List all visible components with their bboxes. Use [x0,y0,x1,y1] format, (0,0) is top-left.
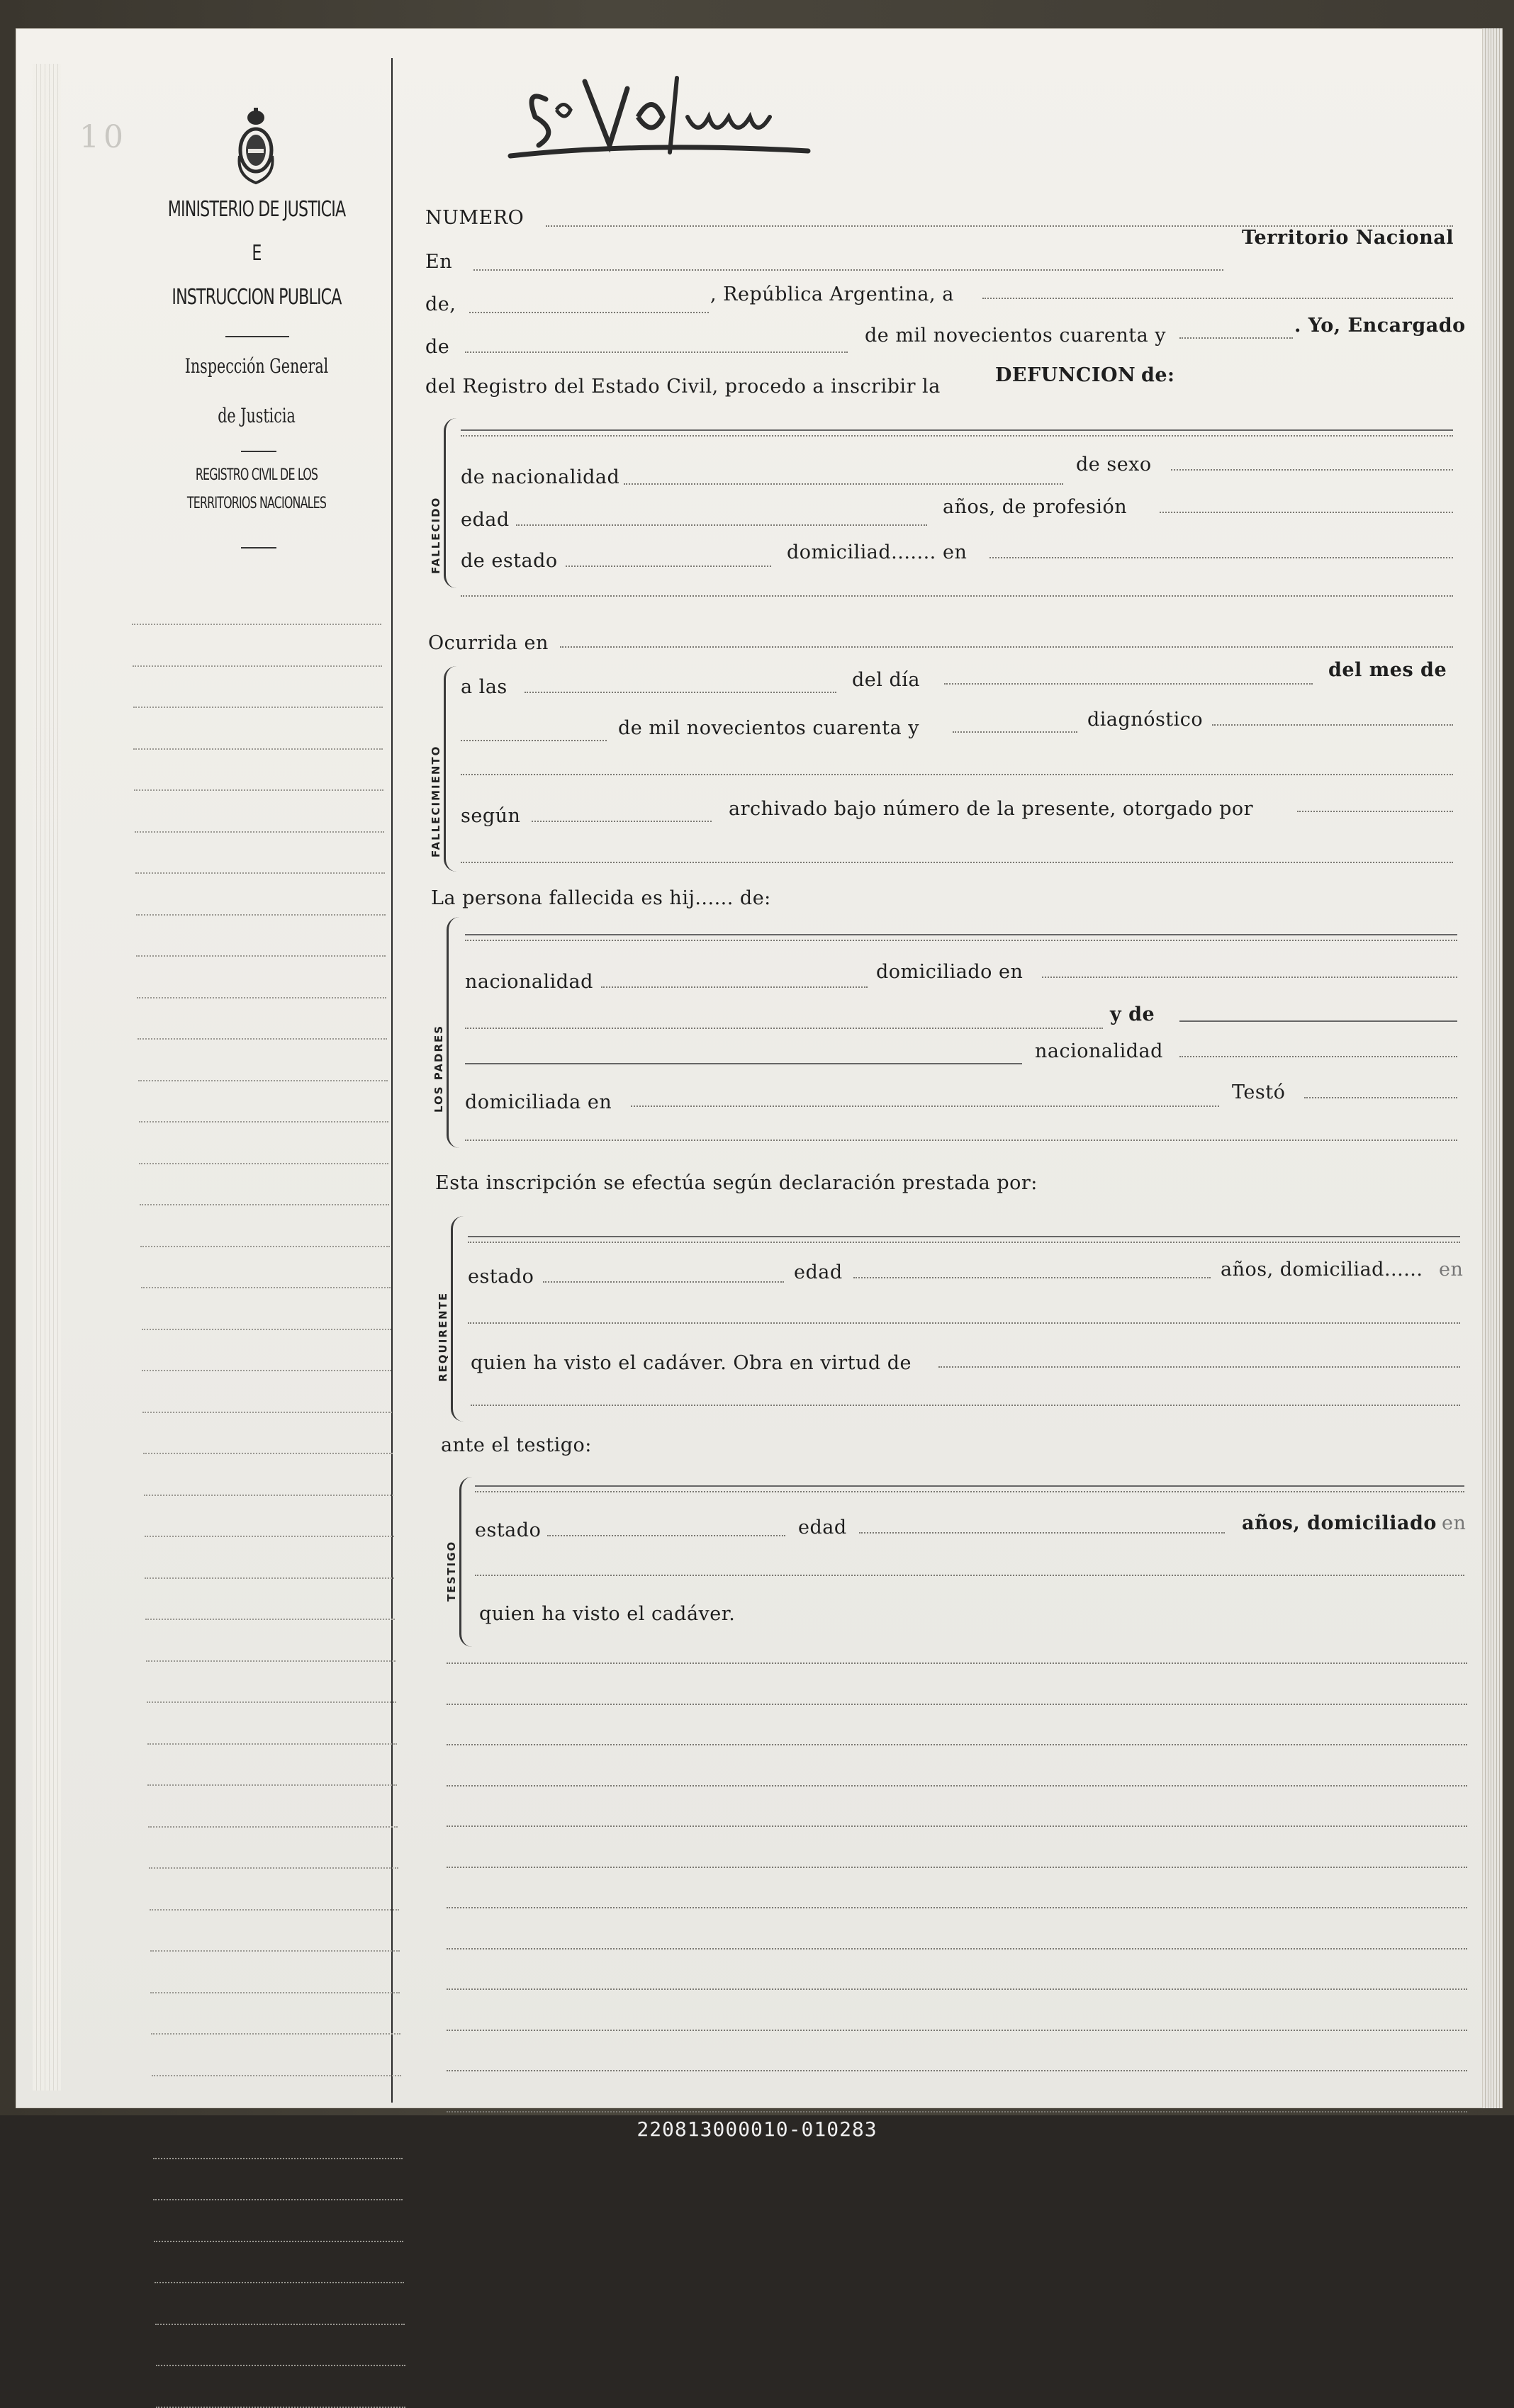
label-fallecimiento: FALLECIMIENTO [430,745,442,857]
notes-line[interactable] [447,1988,1467,1990]
stub-line[interactable] [148,1826,398,1828]
stub-line[interactable] [133,665,382,667]
stub-line[interactable] [151,2033,400,2035]
header-rule [241,451,276,452]
field-diagnostico[interactable] [1212,724,1453,726]
stub-line[interactable] [145,1577,394,1579]
field-domicilio-padre-cont[interactable] [465,1028,1103,1029]
ministry-subtitle: INSTRUCCION PUBLICA [172,285,342,310]
inspection-title: Inspección General [184,354,329,378]
stub-line[interactable] [132,624,381,625]
label-diagnostico: diagnóstico [1087,709,1204,731]
label-anos-profesion: años, de profesión [943,496,1128,518]
label-testigo: TESTIGO [445,1540,458,1602]
stub-line[interactable] [145,1536,394,1537]
inspection-subtitle: de Justicia [218,404,296,427]
stub-line[interactable] [136,955,386,957]
label-del-dia: del día [852,669,920,691]
stub-line[interactable] [134,789,383,791]
header-rule [241,547,276,548]
stub-line[interactable] [153,2199,403,2200]
field-otorgado-cont[interactable] [461,862,1453,863]
field-mes[interactable] [465,351,848,353]
field-testo-cont[interactable] [465,1140,1457,1141]
stub-divider-line [391,58,393,2103]
field-nombre-padre[interactable] [465,934,1457,935]
field-nacionalidad[interactable] [624,483,1063,485]
stub-line[interactable] [133,707,383,708]
label-fallecido: FALLECIDO [430,496,442,574]
label-de-1: de, [425,293,456,315]
stub-line[interactable] [153,2158,403,2159]
label-de-colon: de: [1141,364,1175,386]
label-yo-encargado: . Yo, Encargado [1294,315,1466,337]
label-de-mil-fallec: de mil novecientos cuarenta y [618,717,920,739]
field-otorgado-por[interactable] [1297,811,1453,812]
field-nombre-fallecido[interactable] [461,429,1453,431]
label-ante-testigo: ante el testigo: [441,1434,592,1456]
field-nombre-padre-dots [465,940,1457,941]
brace-requirente [451,1216,464,1422]
field-de-1[interactable] [469,312,709,313]
label-de-sexo: de sexo [1076,454,1152,476]
stub-line[interactable] [144,1495,393,1496]
field-nombre-madre[interactable] [1179,1020,1457,1022]
label-territorio-nacional: Territorio Nacional [1242,227,1454,249]
field-nombre-madre-cont[interactable] [465,1063,1022,1064]
label-archivado: archivado bajo número de la presente, otorgado por [729,798,1254,820]
field-obra-cont[interactable] [471,1405,1460,1406]
stub-line[interactable] [149,1867,398,1869]
stub-line[interactable] [145,1619,395,1620]
stub-line[interactable] [142,1329,391,1330]
brace-fallecimiento [444,666,457,872]
stub-line[interactable] [147,1701,396,1703]
notes-line[interactable] [447,2111,1467,2112]
label-domiciliada-en: domiciliada en [465,1091,612,1113]
notes-line[interactable] [447,2030,1467,2031]
stub-line[interactable] [156,2365,405,2366]
stub-line[interactable] [147,1743,397,1745]
handwritten-annotation [496,67,836,174]
stub-line[interactable] [140,1204,389,1205]
stub-line[interactable] [156,2407,405,2408]
stub-line[interactable] [140,1246,390,1247]
label-defuncion: DEFUNCION [995,364,1136,386]
field-domicilio-testigo[interactable] [475,1575,1464,1576]
label-nacionalidad-padre: nacionalidad [465,971,593,993]
national-crest-icon [234,106,278,186]
field-nombre-fallecido-dots [461,435,1453,437]
stub-line[interactable] [135,872,385,874]
notes-line[interactable] [447,1744,1467,1745]
field-nombre-testigo-dots [475,1491,1464,1492]
stub-line[interactable] [150,1950,400,1952]
stub-line[interactable] [142,1412,392,1413]
field-diagnostico-cont[interactable] [461,774,1453,775]
scan-id: 220813000010-010283 [637,2117,877,2141]
field-domicilio-padre[interactable] [1042,977,1457,978]
field-nombre-requirente[interactable] [468,1236,1460,1237]
registry-subtitle: TERRITORIOS NACIONALES [186,495,327,512]
label-de-mil: de mil novecientos cuarenta y [865,325,1167,347]
stub-line[interactable] [139,1121,388,1123]
field-obra-en-virtud[interactable] [938,1366,1460,1368]
label-ocurrida: Ocurrida en [428,632,549,654]
notes-line[interactable] [447,1662,1467,1664]
field-profesion[interactable] [1160,512,1453,513]
ministry-conjunction: E [252,241,262,266]
notes-line[interactable] [447,1867,1467,1868]
label-y-de: y de [1110,1003,1155,1025]
label-edad: edad [461,509,510,531]
stub-line[interactable] [138,1038,387,1040]
field-nacionalidad-madre[interactable] [1179,1056,1457,1057]
field-estado-testigo[interactable] [547,1535,785,1536]
label-nacionalidad-madre: nacionalidad [1035,1040,1163,1062]
field-nombre-requirente-dots [468,1242,1460,1243]
field-domicilio-requirente[interactable] [468,1322,1460,1324]
field-edad[interactable] [516,524,927,526]
notes-line[interactable] [447,1907,1467,1908]
stub-line[interactable] [139,1163,388,1164]
stub-line[interactable] [138,1080,388,1081]
label-edad-testigo: edad [798,1517,847,1538]
notes-line[interactable] [447,1948,1467,1950]
field-segun[interactable] [532,821,712,822]
label-domiciliad: domiciliad....... [787,541,936,563]
field-domicilio-cont[interactable] [461,595,1453,597]
field-estado[interactable] [566,566,771,567]
register-page [16,28,1483,2108]
label-republica: , República Argentina, a [710,283,954,305]
field-hora[interactable] [525,692,836,693]
stub-line[interactable] [137,997,386,998]
stub-line[interactable] [143,1453,393,1454]
ministry-title: MINISTERIO DE JUSTICIA [167,197,346,222]
page-edges-left [33,64,61,2091]
registry-title: REGISTRO CIVIL DE LOS [195,466,318,484]
label-del-mes-de: del mes de [1328,659,1447,681]
label-los-padres: LOS PADRES [432,1024,445,1113]
field-nacionalidad-padre[interactable] [601,986,868,988]
label-en: En [425,251,453,273]
header-rule [225,336,289,337]
label-edad-requirente: edad [794,1261,843,1283]
field-sexo[interactable] [1171,469,1453,471]
field-nombre-testigo[interactable] [475,1485,1464,1487]
field-ocurrida[interactable] [560,646,1453,648]
label-quien-requirente: quien ha visto el cadáver. Obra en virtud de [471,1352,912,1374]
stub-line[interactable] [141,1287,391,1288]
field-mes-fallecimiento[interactable] [461,740,607,741]
label-persona: La persona fallecida es hij...... de: [431,887,771,909]
page-edges-right [1483,28,1503,2108]
stub-line[interactable] [147,1784,397,1786]
stub-line[interactable] [146,1660,396,1662]
brace-padres [447,917,460,1148]
field-domicilio[interactable] [989,557,1453,558]
label-en-requirente: en [1439,1259,1464,1281]
stub-line[interactable] [155,2324,405,2325]
notes-line[interactable] [447,2070,1467,2071]
label-domiciliado-en: domiciliado en [876,961,1024,983]
label-estado-testigo: estado [475,1519,542,1541]
field-edad-testigo[interactable] [859,1532,1225,1534]
label-numero: NUMERO [425,207,525,229]
stub-line[interactable] [142,1370,391,1371]
label-esta-inscripcion: Esta inscripción se efectúa según declaración prestada por: [435,1172,1038,1194]
label-requirente: REQUIRENTE [437,1291,449,1382]
label-testo: Testó [1232,1081,1286,1103]
label-nacionalidad: de nacionalidad [461,466,620,488]
label-anos-domiciliado-testigo: años, domiciliado [1242,1512,1437,1534]
stub-line[interactable] [150,1909,399,1911]
label-de-2: de [425,336,450,358]
stub-line[interactable] [136,914,386,916]
stub-line[interactable] [133,748,383,750]
notes-line[interactable] [447,1785,1467,1787]
stub-line[interactable] [152,2075,401,2076]
field-dia[interactable] [944,683,1313,685]
field-estado-requirente[interactable] [543,1281,784,1283]
field-anio-fallecimiento[interactable] [953,731,1077,733]
notes-line[interactable] [447,1704,1467,1705]
label-estado-requirente: estado [468,1266,534,1288]
label-en-domicilio: en [943,541,968,563]
field-anio[interactable] [1179,337,1293,339]
field-fecha-dia[interactable] [982,298,1453,299]
field-domicilio-madre[interactable] [631,1105,1219,1107]
label-quien-testigo: quien ha visto el cadáver. [479,1603,736,1625]
stub-line[interactable] [155,2282,404,2283]
label-segun: según [461,805,521,827]
faint-page-number: 10 [79,119,128,155]
label-registro: del Registro del Estado Civil, procedo a inscribir la [425,376,941,398]
notes-line[interactable] [447,1825,1467,1827]
field-en[interactable] [473,269,1223,271]
field-edad-requirente[interactable] [853,1277,1211,1278]
field-testo[interactable] [1304,1097,1457,1098]
brace-fallecido [444,418,457,588]
brace-testigo [459,1477,473,1647]
label-anos-domiciliad: años, domiciliad...... [1221,1259,1423,1281]
stub-line[interactable] [135,831,384,833]
label-a-las: a las [461,676,508,698]
label-de-estado: de estado [461,550,558,572]
stub-line[interactable] [154,2241,403,2242]
stub-line[interactable] [150,1992,400,1993]
label-en-testigo: en [1442,1512,1467,1534]
